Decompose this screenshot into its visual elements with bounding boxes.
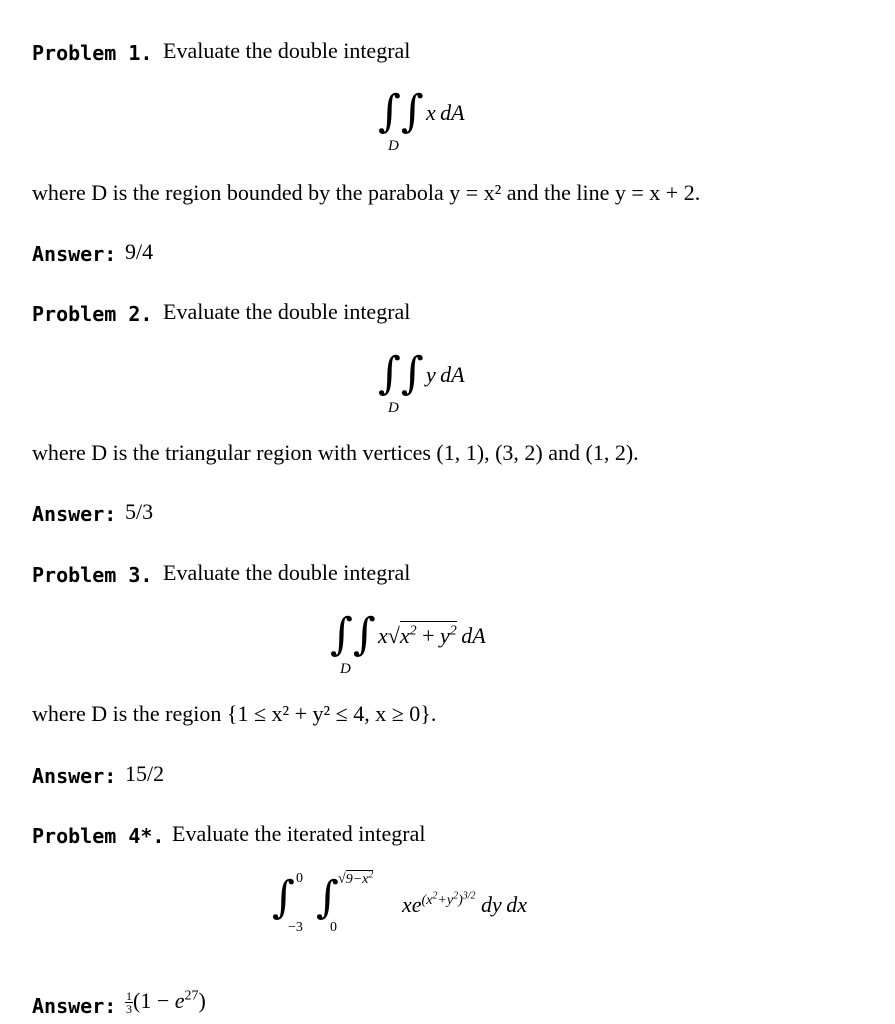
problem-prompt: Evaluate the double integral: [163, 299, 411, 324]
problem-description: where D is the region bounded by the parabola y = x² and the line y = x + 2.: [32, 180, 701, 205]
inner-integral-sign: ∫: [316, 872, 339, 923]
answer-label: Answer:: [32, 502, 117, 526]
answer-label: Answer:: [32, 764, 117, 788]
outer-lower-limit: −3: [288, 920, 303, 935]
problem-prompt: Evaluate the double integral: [163, 38, 411, 63]
region-subscript: D: [340, 661, 351, 677]
problem-1: [0, 0, 895, 270]
problem-description: where D is the region {1 ≤ x² + y² ≤ 4, x ≥ 0}.: [32, 701, 437, 726]
inner-lower-limit: 0: [330, 920, 337, 935]
answer-value: 15/2: [125, 761, 165, 786]
problem-prompt: Evaluate the double integral: [163, 560, 411, 585]
double-integral-sign: ∫∫: [378, 86, 424, 137]
answer-label: Answer:: [32, 242, 117, 266]
double-integral-sign: ∫∫: [378, 348, 424, 399]
problem-label: Problem 3.: [32, 563, 153, 587]
integrand: x dA: [426, 100, 465, 125]
problem-2: [0, 270, 895, 530]
outer-integral-sign: ∫: [272, 872, 295, 923]
problem-label: Problem 1.: [32, 41, 153, 65]
region-subscript: D: [388, 138, 399, 154]
problem-prompt: Evaluate the iterated integral: [172, 821, 426, 846]
inner-upper-limit: $√9-x^2$: [338, 869, 374, 887]
problem-3: [0, 530, 895, 800]
region-subscript: D: [388, 400, 399, 416]
integrand: $x√x^2 + y^2$ dA: [378, 623, 486, 648]
double-integral-sign: ∫∫: [330, 609, 376, 660]
problem-label: Problem 2.: [32, 302, 153, 326]
integrand: y dA: [426, 362, 465, 387]
outer-upper-limit: 0: [296, 871, 303, 886]
answer-value: $\frac{1}{3}$ $(1 - e^{27})$: [126, 988, 206, 1017]
answer-value: 9/4: [125, 239, 154, 264]
answer-value: 5/3: [125, 499, 154, 524]
problem-4: [0, 800, 895, 1024]
answer-label: Answer:: [32, 994, 117, 1018]
integrand: $xe^{(x^2+y^2)^{3/2}}$ dy dx: [402, 890, 527, 917]
problem-description: where D is the triangular region with vertices (1, 1), (3, 2) and (1, 2).: [32, 440, 639, 465]
problem-label: Problem 4*.: [32, 824, 165, 848]
